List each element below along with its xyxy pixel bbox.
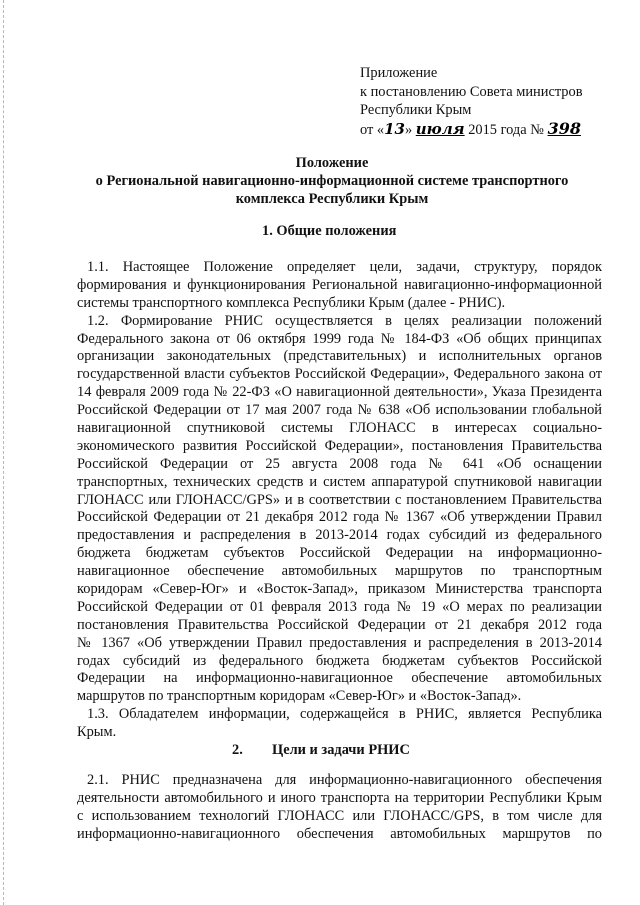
paragraph-line: Крым.: [77, 724, 117, 741]
appendix-label: Приложение: [360, 65, 438, 81]
appendix-region: Республики Крым: [360, 102, 472, 118]
paragraph-line: маршрутов по транспортным коридорам «Север-Юг» и «Восток-Запад».: [77, 688, 522, 705]
paragraph-line: годах субсидий из федерального бюджета бюджетам субъектов Российской: [77, 652, 602, 669]
document-title: Положение о Региональной навигационно-информационной системе транспортного комплекса Республики Крым: [95, 155, 569, 207]
handwritten-month: июля: [415, 119, 465, 138]
paragraph-line: Российской Федерации от 17 мая 2007 года № 638 «Об использовании глобальной: [77, 402, 602, 419]
paragraph-line: навигационной спутниковой системы ГЛОНАСС в интересах социально-: [77, 420, 602, 437]
section-1-heading: 1. Общие положения: [262, 223, 397, 239]
paragraph-line: предоставления и распределения в 2013-2014 годах субсидий из федерального: [77, 527, 602, 544]
handwritten-day: 13: [384, 119, 405, 138]
paragraph-line: коридорам «Север-Юг» и «Восток-Запад», приказом Министерства транспорта: [77, 581, 602, 598]
section-2-heading: 2. Цели и задачи РНИС: [232, 742, 410, 758]
paragraph-line: ГЛОНАСС или ГЛОНАСС/GPS» и в соответствии с постановлением Правительства: [77, 491, 602, 508]
paragraph-line: системы транспортного комплекса Республики Крым (далее - РНИС).: [77, 294, 506, 311]
paragraph-line: Российской Федерации от 21 декабря 2012 года № 1367 «Об утверждении Правил: [77, 509, 602, 526]
paragraph-line: государственной власти субъектов Российской Федерации», Федерального закона от: [77, 366, 602, 383]
paragraph-line: Российской Федерации от 25 августа 2008 года № 641 «Об оснащении: [77, 455, 602, 472]
paragraph-line: 14 февраля 2009 года № 22-ФЗ «О навигационной деятельности», Указа Президента: [77, 384, 602, 401]
appendix-block: [360, 64, 583, 139]
section-2-body: [77, 772, 602, 844]
page-left-edge: [3, 0, 6, 905]
paragraph-line: информационно-навигационного обеспечения автомобильных маршрутов по: [77, 825, 602, 842]
paragraph-line: Федерации на информационно-навигационное обеспечение автомобильных: [77, 670, 602, 687]
appendix-decree: к постановлению Совета министров: [360, 83, 583, 100]
paragraph-line: 1.3. Обладателем информации, содержащейся в РНИС, является Республика: [87, 706, 602, 723]
paragraph-line: № 1367 «Об утверждении Правил предоставления и распределения в 2013-2014: [77, 634, 602, 651]
paragraph-line: транспортных, технических средств и систем аппаратурой спутниковой навигации: [77, 473, 602, 490]
paragraph-line: организации законодательных (представительных) и исполнительных органов: [77, 348, 602, 365]
paragraph-line: Российской Федерации от 01 февраля 2013 года № 19 «О мерах по реализации: [77, 598, 602, 615]
paragraph-line: Федерального закона от 06 октября 1999 года № 184-ФЗ «Об общих принципах: [77, 330, 602, 347]
section-1-body: [77, 259, 602, 742]
paragraph-line: 2.1. РНИС предназначена для информационно-навигационного обеспечения: [87, 772, 602, 788]
handwritten-number: 398: [547, 118, 581, 138]
paragraph-line: 1.2. Формирование РНИС осуществляется в целях реализации положений: [87, 312, 602, 329]
paragraph-line: с использованием технологий ГЛОНАСС или ГЛОНАСС/GPS, в том числе для: [77, 807, 602, 824]
paragraph-line: формирования и функционирования Региональной навигационно-информационной: [77, 276, 602, 293]
paragraph-line: экономического развития Российской Федерации», постановления Правительства: [77, 437, 602, 454]
paragraph-line: навигационное обеспечение автомобильных маршрутов по транспортным: [77, 563, 602, 580]
paragraph-line: 1.1. Настоящее Положение определяет цели, задачи, структуру, порядок: [87, 259, 602, 275]
paragraph-line: постановления Правительства Российской Федерации от 21 декабря 2012 года: [77, 616, 602, 633]
paragraph-line: бюджета бюджетам субъектов Российской Федерации на информационно-: [77, 545, 602, 562]
appendix-date: от «13» июля 2015 года № 398: [360, 118, 581, 138]
paragraph-line: деятельности автомобильного и иного транспорта на территории Республики Крым: [77, 789, 602, 806]
